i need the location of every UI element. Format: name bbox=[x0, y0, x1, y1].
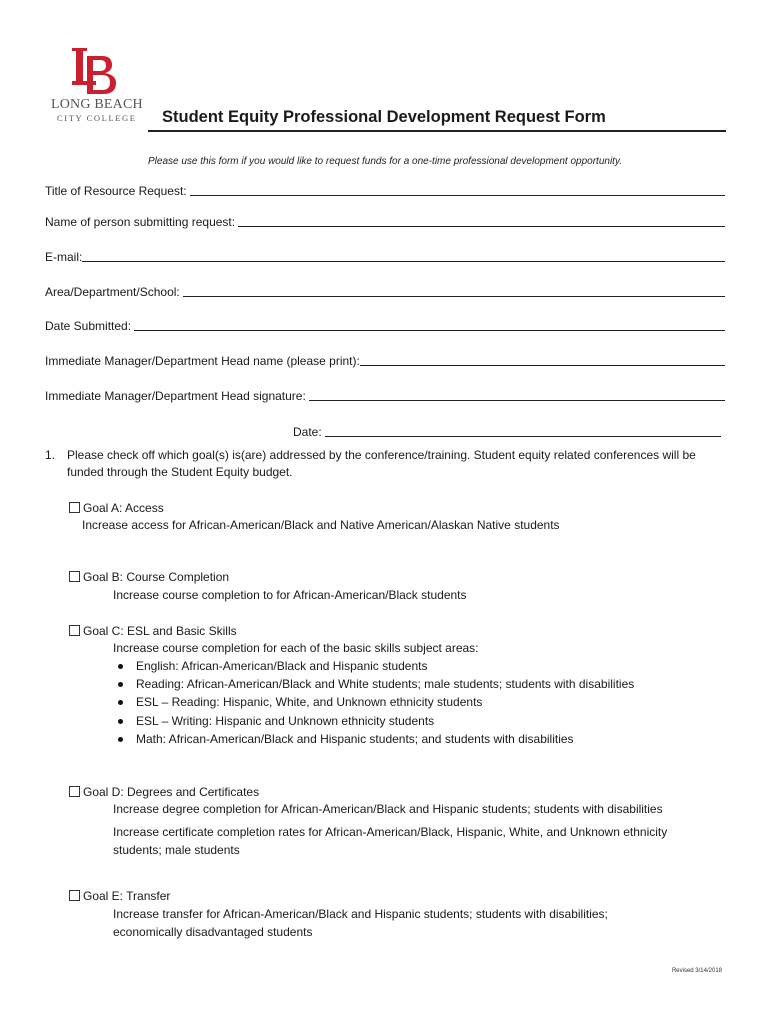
title-divider bbox=[148, 130, 726, 132]
list-item: English: African-American/Black and Hispanic students bbox=[113, 657, 634, 675]
manager-name-label: Immediate Manager/Department Head name (please print): bbox=[45, 354, 360, 368]
list-item: ESL – Writing: Hispanic and Unknown ethnicity students bbox=[113, 712, 634, 730]
question-1 bbox=[45, 447, 735, 481]
logo-line-1: LONG BEACH bbox=[51, 97, 143, 112]
goal-e-label: Goal E: Transfer bbox=[83, 889, 171, 903]
question-1-number: 1. bbox=[45, 448, 56, 462]
goal-e-option[interactable] bbox=[69, 887, 170, 905]
goal-b-label: Goal B: Course Completion bbox=[83, 570, 230, 584]
goal-b-option[interactable] bbox=[69, 568, 229, 586]
goal-a-checkbox[interactable] bbox=[69, 502, 80, 513]
intro-text: Please use this form if you would like to request funds for a one-time professional development opportunity. bbox=[148, 156, 622, 167]
list-item: ESL – Reading: Hispanic, White, and Unknown ethnicity students bbox=[113, 693, 634, 711]
manager-signature-label: Immediate Manager/Department Head signature: bbox=[45, 389, 306, 403]
goal-b-description: Increase course completion to for African-American/Black students bbox=[113, 588, 467, 602]
email-input[interactable] bbox=[82, 260, 725, 262]
signature-date-field bbox=[293, 425, 721, 439]
list-item: Reading: African-American/Black and White students; male students; students with disabilities bbox=[113, 675, 634, 693]
goal-c-label: Goal C: ESL and Basic Skills bbox=[83, 624, 237, 638]
goal-d-description-2: Increase certificate completion rates for African-American/Black, Hispanic, White, and Unknown ethnicity students; male students bbox=[113, 825, 668, 857]
goal-c-description: Increase course completion for each of the basic skills subject areas: bbox=[113, 641, 479, 655]
goal-d-option[interactable] bbox=[69, 783, 259, 801]
goal-a-label: Goal A: Access bbox=[83, 501, 164, 515]
date-submitted-input[interactable] bbox=[134, 329, 725, 331]
goal-d-label: Goal D: Degrees and Certificates bbox=[83, 785, 260, 799]
area-field bbox=[45, 285, 725, 299]
resource-title-field bbox=[45, 184, 725, 198]
submitter-name-field bbox=[45, 215, 725, 229]
goal-a-option[interactable] bbox=[69, 499, 164, 517]
goal-c-subject-list bbox=[113, 657, 634, 748]
manager-name-input[interactable] bbox=[360, 364, 725, 366]
email-field bbox=[45, 250, 725, 264]
email-label: E-mail: bbox=[45, 250, 83, 264]
area-input[interactable] bbox=[183, 295, 725, 297]
manager-signature-field bbox=[45, 389, 725, 403]
manager-signature-input[interactable] bbox=[309, 399, 725, 401]
date-submitted-label: Date Submitted: bbox=[45, 319, 132, 333]
goal-c-option[interactable] bbox=[69, 622, 237, 640]
submitter-name-label: Name of person submitting request: bbox=[45, 215, 236, 229]
list-item: Math: African-American/Black and Hispanic students; and students with disabilities bbox=[113, 730, 634, 748]
resource-title-input[interactable] bbox=[190, 194, 725, 196]
goal-d-checkbox[interactable] bbox=[69, 786, 80, 797]
signature-date-input[interactable] bbox=[325, 435, 721, 437]
lb-logo-mark bbox=[72, 46, 122, 94]
goal-b-checkbox[interactable] bbox=[69, 571, 80, 582]
goal-a-description: Increase access for African-American/Black and Native American/Alaskan Native students bbox=[82, 518, 560, 532]
college-logo bbox=[50, 46, 145, 126]
goal-e-checkbox[interactable] bbox=[69, 890, 80, 901]
goal-d-description-1: Increase degree completion for African-American/Black and Hispanic students; students with disabilities bbox=[113, 802, 663, 816]
date-submitted-field bbox=[45, 319, 725, 333]
signature-date-label: Date: bbox=[293, 425, 322, 439]
goal-c-checkbox[interactable] bbox=[69, 625, 80, 636]
resource-title-label: Title of Resource Request: bbox=[45, 184, 187, 198]
goal-e-description: Increase transfer for African-American/Black and Hispanic students; students with disabilities; economically disadvantaged students bbox=[113, 907, 608, 939]
area-label: Area/Department/School: bbox=[45, 285, 180, 299]
logo-line-2: CITY COLLEGE bbox=[57, 113, 137, 123]
revision-date: Revised 3/14/2018 bbox=[671, 968, 722, 974]
page-title: Student Equity Professional Development Request Form bbox=[162, 108, 606, 126]
submitter-name-input[interactable] bbox=[238, 225, 725, 227]
manager-name-field bbox=[45, 354, 725, 368]
question-1-text: Please check off which goal(s) is(are) addressed by the conference/training. Student equity related conferences will be funded through the Student Equity budget. bbox=[67, 448, 696, 479]
